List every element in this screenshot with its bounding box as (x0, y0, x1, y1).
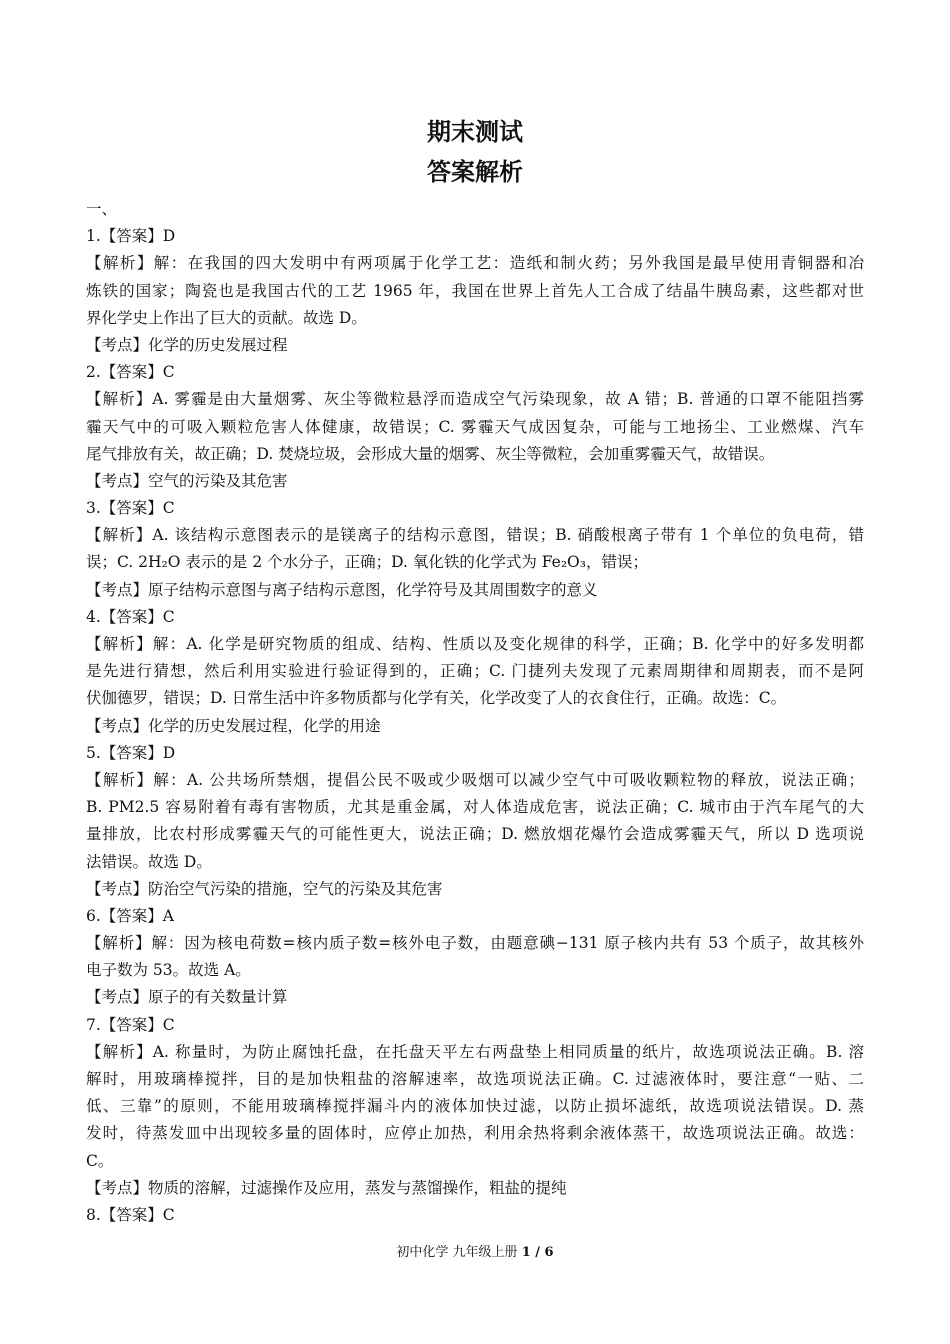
knowledge-point-line: 【考点】物质的溶解，过滤操作及应用，蒸发与蒸馏操作，粗盐的提纯 (86, 1178, 567, 1197)
analysis-line: 【解析】解：在我国的四大发明中有两项属于化学工艺：造纸和制火药；另外我国是最早使用青铜器和冶 (86, 254, 864, 273)
analysis-line: 误；C. 2H₂O 表示的是 2 个水分子，正确；D. 氧化铁的化学式为 Fe₂O₃，错误； (86, 553, 648, 572)
analysis-line: 界化学史上作出了巨大的贡献。故选 D。 (86, 308, 367, 327)
page-title: 期末测试 (427, 118, 523, 146)
footer-course: 初中化学 九年级上册 (396, 1245, 518, 1260)
answer-item (86, 223, 864, 359)
answer-item (86, 359, 864, 495)
analysis-line: 量排放，比农村形成雾霾天气的可能性更大，说法正确；D. 燃放烟花爆竹会造成雾霾天气，所以 D 选项说 (86, 825, 864, 844)
answer-item (86, 604, 864, 740)
analysis-line: 伏伽德罗，错误；D. 日常生活中许多物质都与化学有关，化学改变了人的衣食住行，正确。故选：C。 (86, 689, 787, 708)
analysis-line: C。 (86, 1151, 114, 1170)
analysis-line: 霾天气中的可吸入颗粒危害人体健康，故错误；C. 雾霾天气成因复杂，可能与工地扬尘、工业燃煤、汽车 (86, 417, 864, 436)
analysis-line: 法错误。故选 D。 (86, 852, 212, 871)
answer-item (86, 1012, 864, 1202)
analysis-line: 低、三靠”的原则，不能用玻璃棒搅拌漏斗内的液体加快过滤，以防止损坏滤纸，故选项说法错误。D. 蒸 (86, 1097, 864, 1116)
answer-line: 2.【答案】C (86, 363, 175, 382)
analysis-line: 电子数为 53。故选 A。 (86, 961, 251, 980)
answer-line: 4.【答案】C (86, 607, 175, 626)
answer-item (86, 903, 864, 1012)
knowledge-point-line: 【考点】化学的历史发展过程 (86, 335, 288, 354)
knowledge-point-line: 【考点】空气的污染及其危害 (86, 471, 288, 490)
answer-line: 6.【答案】A (86, 906, 174, 925)
analysis-line: 【解析】A. 该结构示意图表示的是镁离子的结构示意图，错误；B. 硝酸根离子带有 1 个单位的负电荷，错 (86, 526, 864, 545)
answer-item (86, 495, 864, 604)
analysis-line: 是先进行猜想，然后利用实验进行验证得到的，正确；C. 门捷列夫发现了元素周期律和周期表，而不是阿 (86, 662, 864, 681)
knowledge-point-line: 【考点】化学的历史发展过程，化学的用途 (86, 716, 381, 735)
answer-line: 1.【答案】D (86, 227, 176, 246)
footer-page-number: 1 / 6 (521, 1245, 554, 1260)
answer-item (86, 1202, 864, 1229)
page-subtitle: 答案解析 (427, 158, 523, 186)
knowledge-point-line: 【考点】原子结构示意图与离子结构示意图，化学符号及其周围数字的意义 (86, 580, 598, 599)
analysis-line: 【解析】解：因为核电荷数=核内质子数=核外电子数，由题意碘−131 原子核内共有 53 个质子，故其核外 (86, 934, 864, 953)
page-footer (0, 1244, 950, 1262)
answer-line: 5.【答案】D (86, 743, 176, 762)
answer-item (86, 740, 864, 903)
analysis-line: 【解析】A. 雾霾是由大量烟雾、灰尘等微粒悬浮而造成空气污染现象，故 A 错；B. 普通的口罩不能阻挡雾 (86, 390, 864, 409)
section-heading: 一、 (86, 200, 118, 218)
answer-line: 3.【答案】C (86, 499, 175, 518)
analysis-line: 【解析】解：A. 公共场所禁烟，提倡公民不吸或少吸烟可以减少空气中可吸收颗粒物的释放，说法正确； (86, 770, 864, 789)
analysis-line: 【解析】A. 称量时，为防止腐蚀托盘，在托盘天平左右两盘垫上相同质量的纸片，故选项说法正确。B. 溶 (86, 1042, 864, 1061)
answer-line: 8.【答案】C (86, 1205, 175, 1224)
answer-line: 7.【答案】C (86, 1015, 175, 1034)
knowledge-point-line: 【考点】原子的有关数量计算 (86, 988, 288, 1007)
knowledge-point-line: 【考点】防治空气污染的措施，空气的污染及其危害 (86, 879, 443, 898)
analysis-line: B. PM2.5 容易附着有毒有害物质，尤其是重金属，对人体造成危害，说法正确；C. 城市由于汽车尾气的大 (86, 798, 864, 817)
analysis-line: 炼铁的国家；陶瓷也是我国古代的工艺 1965 年，我国在世界上首先人工合成了结晶牛胰岛素，这些都对世 (86, 281, 864, 300)
answer-content (86, 196, 864, 1229)
analysis-line: 尾气排放有关，故正确；D. 焚烧垃圾，会形成大量的烟雾、灰尘等微粒，会加重雾霾天气，故错误。 (86, 444, 775, 463)
analysis-line: 发时，待蒸发皿中出现较多量的固体时，应停止加热，利用余热将剩余液体蒸干，故选项说法正确。故选： (86, 1124, 864, 1143)
analysis-line: 【解析】解：A. 化学是研究物质的组成、结构、性质以及变化规律的科学，正确；B. 化学中的好多发明都 (86, 635, 864, 653)
analysis-line: 解时，用玻璃棒搅拌，目的是加快粗盐的溶解速率，故选项说法正确。C. 过滤液体时，要注意“一贴、二 (86, 1070, 864, 1088)
